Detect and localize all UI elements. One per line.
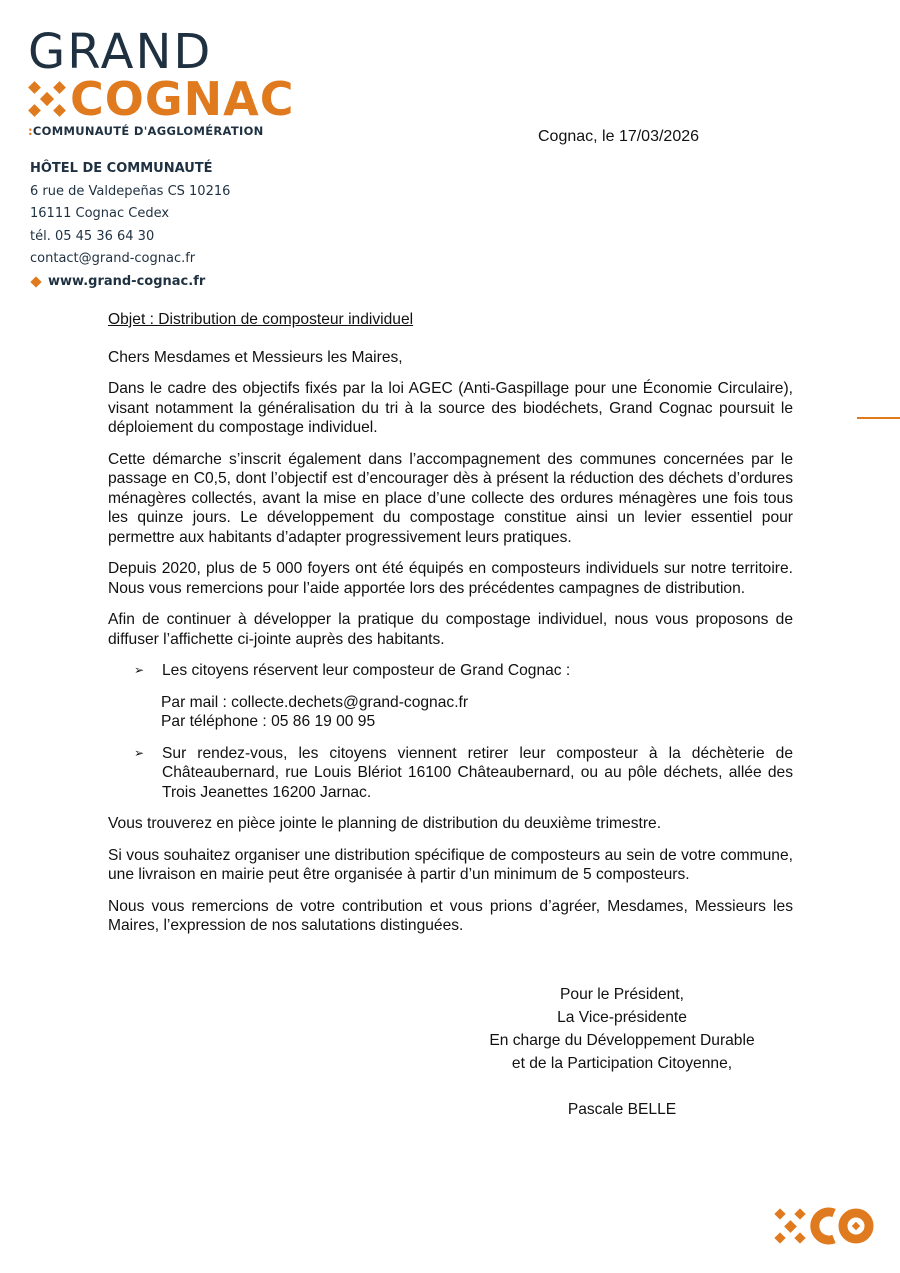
signatory-name: Pascale BELLE	[567, 1101, 677, 1118]
paragraph: Dans le cadre des objectifs fixés par la loi AGEC (Anti-Gaspillage pour une Économie Circulaire), visant notamment la généralisation du tri à la source des biodéchets, Grand Cognac poursuit le déploiement du compostage individuel.	[108, 380, 793, 436]
salutation: Chers Mesdames et Messieurs les Maires,	[108, 348, 403, 366]
signature-line: Pour le Président,	[560, 986, 684, 1003]
signature-line: En charge du Développement Durable	[489, 1032, 755, 1049]
address-city: 16111 Cognac Cedex	[30, 206, 170, 222]
paragraph: Cette démarche s’inscrit également dans l’accompagnement des communes concernées par le passage en C0,5, dont l’objectif est d’encourager dès à présent la réduction des déchets d’ordures ménagères collectés, avant la mise en place d’une collecte des ordures ménagères une fois tous les quinze jours. Le développement du compostage constitue ainsi un levier essentiel pour permettre aux habitants d’adapter progressivement leurs pratiques.	[108, 450, 793, 546]
arrow-bullet-icon: ➢	[134, 663, 145, 677]
contact-details	[108, 693, 793, 732]
subject-line: Objet : Distribution de composteur individuel	[108, 311, 414, 328]
paragraph: Depuis 2020, plus de 5 000 foyers ont été équipés en composteurs individuels sur notre territoire. Nous vous remercions pour l’aide apportée lors des précédentes campagnes de distribution.	[108, 560, 793, 597]
website-link[interactable]: www.grand-cognac.fr	[30, 271, 230, 294]
arrow-bullet-icon: ➢	[134, 745, 145, 760]
address-street: 6 rue de Valdepeñas CS 10216	[30, 183, 231, 199]
contact-mail[interactable]: Par mail : collecte.dechets@grand-cognac.fr	[161, 693, 469, 711]
paragraph: Nous vous remercions de votre contribution et vous prions d’agréer, Mesdames, Messieurs les Maires, l’expression de nos salutations distinguées.	[108, 897, 793, 934]
diamond-bullet-icon	[30, 277, 41, 288]
bullet-item-pickup: ➢ Sur rendez-vous, les citoyens viennent retirer leur composteur à la déchèterie de Châteaubernard, rue Louis Blériot 16100 Châteaubernard, ou au pôle déchets, allée des Trois Jeanettes 16200 Jarnac.	[134, 744, 793, 801]
paragraph: Si vous souhaitez organiser une distribution spécifique de composteurs au sein de votre commune, une livraison en mairie peut être organisée à partir d’un minimum de 5 composteurs.	[108, 846, 793, 883]
address-block	[30, 158, 230, 294]
signature-line: La Vice-présidente	[557, 1009, 687, 1026]
contact-phone: Par téléphone : 05 86 19 00 95	[161, 713, 376, 730]
logo-subtitle: :COMMUNAUTÉ D'AGGLOMÉRATION	[28, 124, 264, 138]
address-phone: tél. 05 45 36 64 30	[30, 228, 155, 244]
grand-cognac-logo	[28, 24, 298, 138]
bullet-item-reservation: ➢ Les citoyens réservent leur composteur de Grand Cognac :	[134, 662, 571, 679]
address-title: HÔTEL DE COMMUNAUTÉ	[30, 161, 213, 176]
margin-fold-mark	[857, 417, 900, 419]
footer-co-logo-icon	[772, 1205, 876, 1247]
paragraph: Afin de continuer à développer la pratique du compostage individuel, nous vous proposons de diffuser l’affichette ci-jointe auprès des habitants.	[108, 611, 793, 648]
signature-line: et de la Participation Citoyenne,	[511, 1055, 733, 1072]
logo-cognac-text: COGNAC	[70, 72, 295, 126]
logo-cognac-row	[28, 72, 298, 126]
signature-block	[472, 983, 772, 1121]
paragraph: Vous trouverez en pièce jointe le planning de distribution du deuxième trimestre.	[108, 815, 662, 832]
address-email[interactable]: contact@grand-cognac.fr	[30, 251, 196, 267]
letter-body	[108, 310, 793, 948]
logo-cross-mark-icon	[28, 79, 68, 119]
date-line: Cognac, le 17/03/2026	[538, 128, 700, 145]
logo-grand-text: GRAND	[28, 24, 213, 80]
